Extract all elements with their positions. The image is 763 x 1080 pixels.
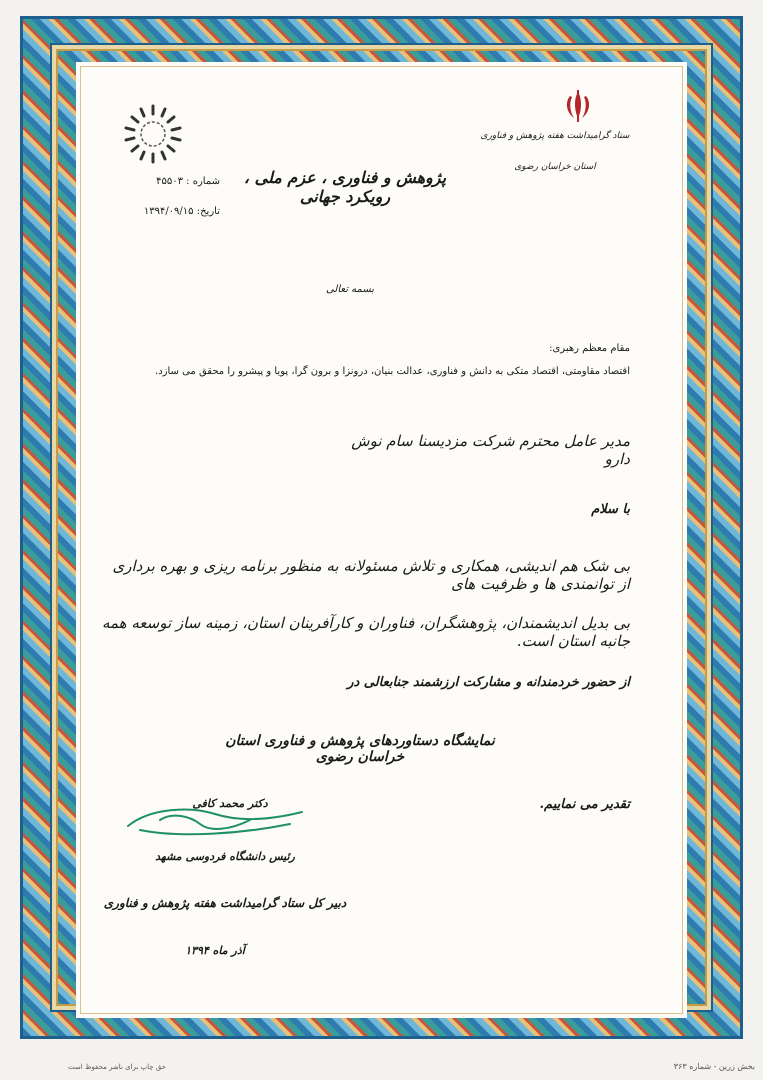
quote-title: مقام معظم رهبری: [549,343,630,354]
body-line-3: از حضور خردمندانه و مشارکت ارزشمند جنابعالی در [347,675,630,690]
motto-heading: پژوهش و فناوری ، عزم ملی ، رویکرد جهانی [243,168,447,206]
letter-date: تاریخ: ۱۳۹۴/۰۹/۱۵ [143,206,220,217]
quote-text: اقتصاد مقاومتی، اقتصاد متکی به دانش و فناوری، عدالت بنیان، درونزا و برون گرا، پویا و پیشرو را محقق می سازد. [155,366,630,377]
body-line-1: بی شک هم اندیشی، همکاری و تلاش مسئولانه به منظور برنامه ریزی و بهره برداری از توانمندی ها و ظرفیت های [112,557,630,593]
iran-emblem-icon [560,88,596,124]
letter-number: شماره : ۴۵۵۰۳ [156,176,220,187]
salutation: با سلام [591,502,630,517]
exhibition-name: نمایشگاه دستاوردهای پژوهش و فناوری استان خراسان رضوی [225,733,495,765]
organization-name: ستاد گرامیداشت هفته پژوهش و فناوری [480,131,630,141]
signer-name: دکتر محمد کافی [192,797,268,810]
besmellah: بسمه تعالی [325,284,375,295]
footer-section: بخش زرین - شماره ۳۶۳ [673,1062,755,1071]
secretary-title: دبیر کل ستاد گرامیداشت هفته پژوهش و فناوری [103,896,347,910]
issue-month: آذر ماه ۱۳۹۴ [185,944,245,957]
body-line-2: بی بدیل اندیشمندان، پژوهشگران، فناوران و کارآفرینان استان، زمینه ساز توسعه همه جانبه استان است. [101,614,630,650]
research-week-logo-icon [118,98,188,168]
footer-copyright: حق چاپ برای ناشر محفوظ است [68,1063,166,1071]
addressee: مدیر عامل محترم شرکت مزدیسنا سام نوش دارو [351,432,630,468]
closing-text: تقدیر می نماییم. [539,797,630,812]
province-name: استان خراسان رضوی [514,162,596,172]
signer-role: رئیس دانشگاه فردوسی مشهد [155,850,295,863]
